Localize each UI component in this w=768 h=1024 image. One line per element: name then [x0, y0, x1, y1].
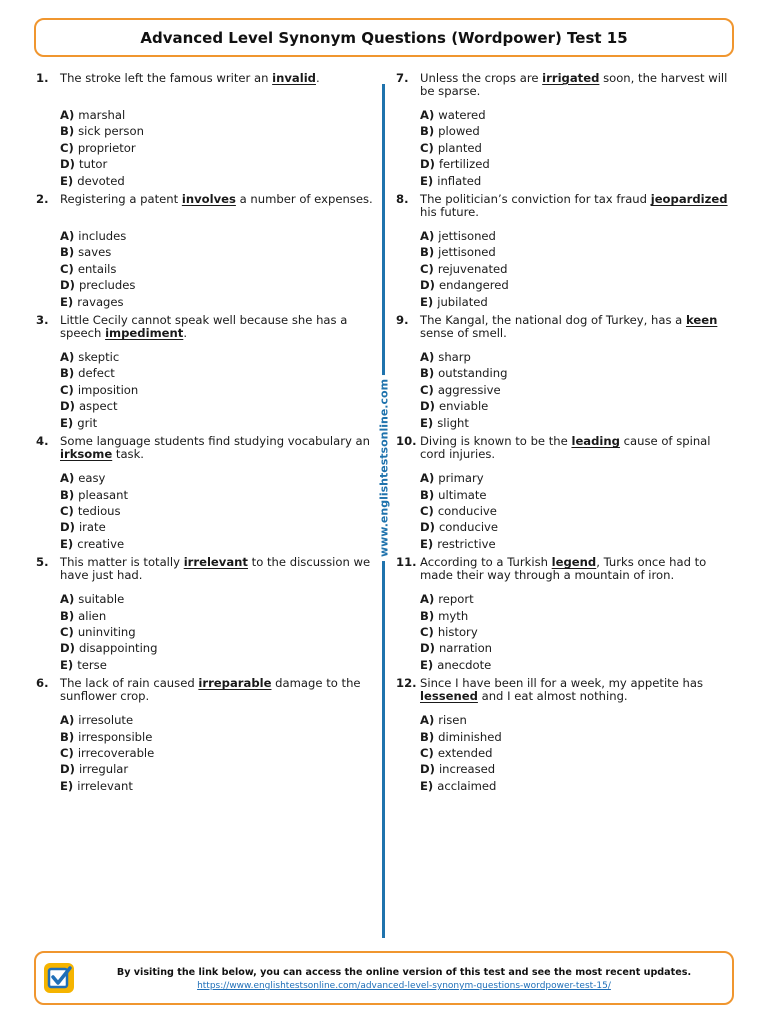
option-letter: E) [420, 536, 434, 551]
question-text [420, 435, 736, 461]
answer-option[interactable] [420, 140, 736, 156]
option-letter: D) [60, 762, 75, 777]
option-text: pleasant [78, 487, 128, 502]
option-text: enviable [438, 399, 489, 414]
question-item [396, 677, 736, 794]
option-letter: E) [420, 778, 434, 793]
option-text: jettisoned [438, 229, 496, 244]
question-text-after: task. [112, 447, 144, 462]
option-letter: C) [420, 503, 434, 518]
question-text-before: Little Cecily cannot speak well because she has a speech [60, 313, 348, 341]
option-letter: A) [60, 229, 75, 244]
question-keyword: involves [181, 192, 236, 207]
answer-option[interactable] [420, 536, 736, 552]
option-letter: C) [420, 261, 434, 276]
option-letter: E) [420, 415, 434, 430]
option-letter: B) [60, 608, 75, 623]
option-letter: C) [60, 745, 74, 760]
option-letter: D) [420, 641, 435, 656]
option-text: imposition [77, 382, 139, 397]
option-text: acclaimed [437, 778, 497, 793]
answer-option[interactable] [420, 745, 736, 761]
option-letter: A) [420, 592, 435, 607]
answer-option[interactable] [60, 349, 376, 365]
answer-option[interactable] [60, 591, 376, 607]
option-list [420, 591, 736, 673]
question-text-before: The Kangal, the national dog of Turkey, has a [420, 313, 686, 328]
question-item [36, 314, 376, 431]
option-text: saves [78, 245, 112, 260]
option-text: ravages [77, 294, 124, 309]
question-item [36, 556, 376, 673]
option-text: planted [437, 140, 482, 155]
option-letter: C) [60, 624, 74, 639]
option-letter: B) [60, 124, 75, 139]
question-text-before: According to a Turkish [420, 555, 552, 570]
question-item [36, 72, 376, 189]
option-letter: B) [420, 729, 435, 744]
option-letter: D) [420, 520, 435, 535]
question-text-before: The lack of rain caused [60, 676, 199, 691]
option-text: watered [438, 108, 486, 122]
option-text: irregular [78, 762, 129, 777]
option-text: risen [438, 713, 467, 728]
option-letter: E) [420, 657, 434, 672]
answer-option[interactable] [60, 608, 376, 624]
answer-option[interactable] [420, 261, 736, 277]
option-letter: C) [420, 624, 434, 639]
checkbox-logo-icon [44, 963, 74, 993]
option-letter: D) [420, 399, 435, 414]
option-text: tedious [77, 503, 121, 518]
question-number: 9. [396, 313, 409, 328]
question-text-after: to the discussion we have just had. [60, 555, 371, 583]
option-letter: B) [420, 487, 435, 502]
question-keyword: jeopardized [650, 192, 728, 207]
answer-option[interactable] [420, 415, 736, 431]
answer-option[interactable] [60, 745, 376, 761]
question-text-before: Since I have been ill for a week, my appetite has [420, 676, 704, 691]
side-website-url: www.englishtestsonline.com [378, 375, 391, 561]
option-letter: E) [420, 173, 434, 188]
question-item [36, 677, 376, 794]
option-text: myth [438, 608, 469, 623]
answer-option[interactable] [60, 156, 376, 172]
answer-option[interactable] [60, 415, 376, 431]
option-text: jettisoned [438, 245, 496, 260]
option-text: disappointing [78, 641, 158, 656]
answer-option[interactable] [60, 761, 376, 777]
question-number: 6. [36, 676, 49, 691]
option-list [60, 107, 376, 189]
option-text: irate [78, 520, 106, 535]
option-letter: D) [60, 641, 75, 656]
answer-option[interactable] [60, 657, 376, 673]
option-letter: A) [60, 471, 75, 486]
question-item [396, 556, 736, 673]
question-text-before: Diving is known to be the [420, 434, 572, 449]
question-text-after: . [183, 326, 187, 341]
question-number: 8. [396, 192, 409, 207]
answer-option[interactable] [60, 487, 376, 503]
option-text: irresolute [78, 713, 134, 728]
option-letter: B) [60, 729, 75, 744]
option-text: aggressive [437, 382, 501, 397]
option-letter: E) [60, 657, 74, 672]
option-letter: E) [420, 294, 434, 309]
answer-option[interactable] [60, 470, 376, 486]
option-letter: B) [60, 245, 75, 260]
option-letter: C) [60, 140, 74, 155]
left-question-column [36, 72, 376, 798]
question-number: 11. [396, 555, 417, 570]
answer-option[interactable] [420, 123, 736, 139]
question-item [36, 435, 376, 552]
question-text-after: and I eat almost nothing. [477, 689, 628, 704]
option-text: irrecoverable [77, 745, 155, 760]
footer-notice: By visiting the link below, you can access the online version of this test and see the most recent updates. [116, 967, 692, 978]
question-keyword: irreparable [198, 676, 272, 691]
answer-option[interactable] [420, 173, 736, 189]
answer-option[interactable] [420, 398, 736, 414]
answer-option[interactable] [420, 591, 736, 607]
option-letter: B) [420, 245, 435, 260]
question-text [60, 435, 376, 461]
option-text: skeptic [78, 350, 120, 365]
answer-option[interactable] [60, 536, 376, 552]
option-text: fertilized [438, 157, 490, 172]
option-text: tutor [78, 157, 108, 172]
question-keyword: keen [685, 313, 718, 328]
question-keyword: invalid [272, 71, 316, 85]
option-letter: A) [420, 350, 435, 365]
answer-option[interactable] [60, 778, 376, 794]
footer-test-link[interactable]: https://www.englishtestsonline.com/advanced-level-synonym-questions-wordpower-test-15/ [197, 981, 611, 991]
option-text: ultimate [438, 487, 487, 502]
answer-option[interactable] [60, 398, 376, 414]
option-text: plowed [438, 124, 480, 139]
answer-option[interactable] [420, 277, 736, 293]
answer-option[interactable] [420, 294, 736, 310]
answer-option[interactable] [420, 382, 736, 398]
option-text: anecdote [437, 657, 492, 672]
question-text [60, 72, 376, 98]
answer-option[interactable] [420, 657, 736, 673]
question-text-after: soon, the harvest will be sparse. [420, 71, 728, 98]
option-text: uninviting [77, 624, 136, 639]
option-text: easy [78, 471, 106, 486]
answer-option[interactable] [60, 228, 376, 244]
option-list [420, 228, 736, 310]
option-list [60, 712, 376, 794]
answer-option[interactable] [420, 729, 736, 745]
option-text: grit [77, 415, 98, 430]
question-text-before: This matter is totally [60, 555, 184, 570]
answer-option[interactable] [420, 244, 736, 260]
answer-option[interactable] [420, 761, 736, 777]
option-text: devoted [77, 173, 125, 188]
option-list [420, 712, 736, 794]
question-number: 4. [36, 434, 49, 449]
option-text: increased [438, 762, 496, 777]
answer-option[interactable] [60, 277, 376, 293]
answer-option[interactable] [420, 640, 736, 656]
option-text: diminished [438, 729, 502, 744]
question-keyword: impediment [105, 326, 184, 341]
question-item [396, 314, 736, 431]
option-text: defect [78, 366, 115, 381]
answer-option[interactable] [420, 487, 736, 503]
option-letter: C) [60, 503, 74, 518]
answer-option[interactable] [60, 140, 376, 156]
option-letter: E) [60, 415, 74, 430]
answer-option[interactable] [60, 624, 376, 640]
question-number: 7. [396, 71, 409, 85]
option-text: aspect [78, 399, 118, 414]
question-keyword: leading [571, 434, 620, 449]
question-text-after: . [315, 71, 320, 85]
option-letter: D) [420, 762, 435, 777]
answer-option[interactable] [60, 729, 376, 745]
answer-option[interactable] [60, 294, 376, 310]
option-letter: B) [60, 487, 75, 502]
option-letter: B) [420, 124, 435, 139]
option-text: rejuvenated [437, 261, 508, 276]
question-text [420, 556, 736, 582]
option-text: slight [437, 415, 469, 430]
option-list [60, 349, 376, 431]
option-text: narration [438, 641, 493, 656]
option-letter: C) [60, 382, 74, 397]
question-keyword: legend [551, 555, 597, 570]
question-text-before: The politician’s conviction for tax fraud [420, 192, 651, 207]
question-text [60, 677, 376, 703]
option-letter: E) [60, 294, 74, 309]
option-list [60, 228, 376, 310]
option-letter: A) [420, 471, 435, 486]
option-letter: C) [420, 140, 434, 155]
option-letter: D) [420, 278, 435, 293]
question-text-after: his future. [420, 205, 479, 220]
option-text: marshal [78, 108, 126, 122]
answer-option[interactable] [420, 624, 736, 640]
option-text: suitable [78, 592, 125, 607]
question-keyword: irrigated [542, 71, 600, 85]
option-letter: E) [60, 536, 74, 551]
option-letter: A) [420, 108, 435, 122]
option-letter: A) [60, 108, 75, 122]
question-text [420, 314, 736, 340]
question-text-after: damage to the sunflower crop. [60, 676, 361, 704]
option-letter: E) [60, 173, 74, 188]
option-letter: D) [60, 157, 75, 172]
option-text: primary [438, 471, 484, 486]
answer-option[interactable] [420, 712, 736, 728]
question-keyword: irrelevant [183, 555, 248, 570]
question-text [60, 556, 376, 582]
answer-option[interactable] [420, 503, 736, 519]
answer-option[interactable] [60, 261, 376, 277]
question-text [420, 72, 736, 98]
option-list [420, 470, 736, 552]
option-text: restrictive [437, 536, 496, 551]
right-question-column [396, 72, 736, 798]
answer-option[interactable] [420, 107, 736, 123]
question-text-after: sense of smell. [420, 326, 507, 341]
option-letter: D) [60, 520, 75, 535]
option-letter: A) [420, 229, 435, 244]
option-letter: D) [60, 399, 75, 414]
option-text: precludes [78, 278, 136, 293]
question-text-before: Registering a patent [60, 192, 182, 207]
option-text: proprietor [77, 140, 136, 155]
option-text: inflated [437, 173, 482, 188]
option-text: terse [77, 657, 107, 672]
option-letter: B) [420, 608, 435, 623]
question-number: 3. [36, 313, 49, 328]
answer-option[interactable] [60, 365, 376, 381]
answer-option[interactable] [60, 123, 376, 139]
question-number: 12. [396, 676, 417, 691]
option-letter: A) [60, 592, 75, 607]
question-text-before: Some language students find studying vocabulary an [60, 434, 370, 449]
option-list [420, 349, 736, 431]
option-text: extended [437, 745, 493, 760]
option-text: history [437, 624, 478, 639]
answer-option[interactable] [60, 107, 376, 123]
option-text: includes [78, 229, 127, 244]
option-text: creative [77, 536, 125, 551]
answer-option[interactable] [420, 156, 736, 172]
option-text: conducive [438, 520, 499, 535]
option-text: irrelevant [77, 778, 133, 793]
question-item [396, 435, 736, 552]
option-letter: A) [60, 713, 75, 728]
question-text [420, 677, 736, 703]
option-list [420, 107, 736, 189]
option-text: report [438, 592, 474, 607]
question-text [60, 193, 376, 219]
option-text: conducive [437, 503, 497, 518]
option-text: entails [77, 261, 117, 276]
answer-option[interactable] [420, 608, 736, 624]
option-letter: A) [420, 713, 435, 728]
option-letter: B) [60, 366, 75, 381]
question-text [60, 314, 376, 340]
question-item [36, 193, 376, 310]
option-text: endangered [438, 278, 509, 293]
question-text-after: a number of expenses. [235, 192, 373, 207]
option-text: alien [78, 608, 107, 623]
option-text: sick person [78, 124, 144, 139]
answer-option[interactable] [60, 382, 376, 398]
option-text: jubilated [437, 294, 488, 309]
question-text-after: , Turks once had to made their way through a mountain of iron. [420, 555, 707, 583]
question-item [396, 193, 736, 310]
footer-box [34, 951, 734, 1005]
answer-option[interactable] [60, 519, 376, 535]
answer-option[interactable] [60, 244, 376, 260]
option-letter: B) [420, 366, 435, 381]
question-number: 10. [396, 434, 417, 449]
answer-option[interactable] [60, 712, 376, 728]
page-title: Advanced Level Synonym Questions (Wordpower) Test 15 [34, 18, 734, 57]
answer-option[interactable] [420, 470, 736, 486]
answer-option[interactable] [60, 173, 376, 189]
answer-option[interactable] [420, 365, 736, 381]
answer-option[interactable] [420, 228, 736, 244]
answer-option[interactable] [420, 519, 736, 535]
option-list [60, 591, 376, 673]
option-text: irresponsible [78, 729, 153, 744]
option-list [60, 470, 376, 552]
question-text-after: cause of spinal cord injuries. [420, 434, 711, 462]
question-item [396, 72, 736, 189]
option-letter: A) [60, 350, 75, 365]
option-letter: D) [60, 278, 75, 293]
option-letter: C) [420, 382, 434, 397]
answer-option[interactable] [60, 503, 376, 519]
question-text-before: The stroke left the famous writer an [60, 71, 273, 85]
option-text: sharp [438, 350, 471, 365]
question-text-before: Unless the crops are [420, 71, 543, 85]
question-number: 2. [36, 192, 49, 207]
option-letter: C) [60, 261, 74, 276]
question-text [420, 193, 736, 219]
option-letter: D) [420, 157, 435, 172]
answer-option[interactable] [420, 778, 736, 794]
option-letter: C) [420, 745, 434, 760]
question-number: 5. [36, 555, 49, 570]
answer-option[interactable] [60, 640, 376, 656]
option-letter: E) [60, 778, 74, 793]
question-keyword: lessened [420, 689, 478, 704]
question-keyword: irksome [60, 447, 113, 462]
option-text: outstanding [438, 366, 508, 381]
answer-option[interactable] [420, 349, 736, 365]
question-number: 1. [36, 71, 49, 85]
